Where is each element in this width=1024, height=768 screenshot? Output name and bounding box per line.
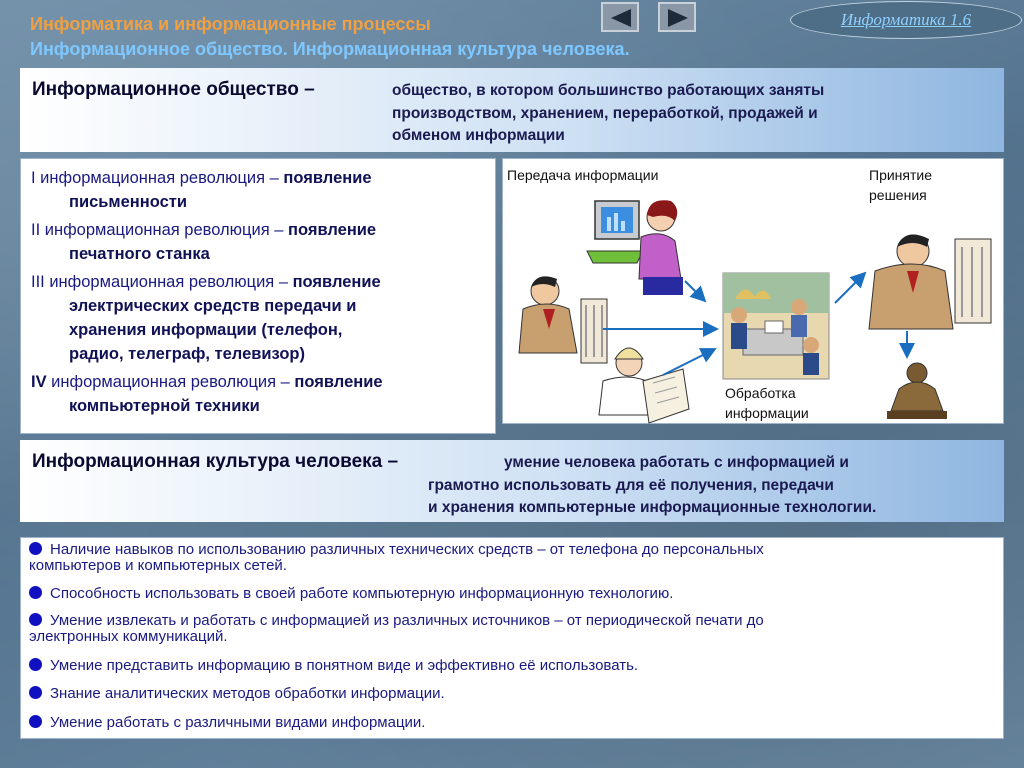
list-item [29, 658, 989, 674]
list-item [29, 715, 989, 731]
info-society-line3: обменом информации [392, 127, 565, 144]
revolution-label: I информационная революция – [31, 169, 284, 187]
prev-slide-button[interactable] [601, 2, 639, 32]
revolution-3 [31, 270, 491, 366]
arrow-icon [663, 349, 715, 375]
revolution-emphasis: появление [283, 169, 372, 187]
computer-operator-icon [587, 200, 683, 295]
processing-label-line2: информации [725, 405, 809, 421]
engineer-with-blueprint-icon [599, 348, 689, 423]
list-item [29, 586, 989, 602]
arrow-left-icon [607, 7, 635, 29]
revolution-label: III информационная революция – [31, 273, 293, 291]
revolution-number: IV [31, 373, 47, 391]
bullet-icon [29, 715, 42, 728]
revolution-label: II информационная революция – [31, 221, 288, 239]
revolution-detail: компьютерной техники [69, 397, 260, 415]
info-society-line2: производством, хранением, переработкой, продажей и [392, 105, 818, 122]
list-item-text: электронных коммуникаций. [29, 628, 228, 645]
info-culture-definition [20, 440, 1004, 522]
revolutions-panel [20, 158, 496, 434]
info-society-term: Информационное общество – [32, 79, 315, 100]
next-slide-button[interactable] [658, 2, 696, 32]
scheme-graphics [503, 159, 1005, 425]
section-badge-label[interactable]: Информатика 1.6 [840, 10, 972, 29]
bullet-icon [29, 613, 42, 626]
bullet-icon [29, 542, 42, 555]
arrow-right-icon [664, 7, 692, 29]
revolution-emphasis: появление [294, 373, 383, 391]
list-item [29, 686, 989, 702]
arrow-icon [835, 273, 865, 303]
section-badge[interactable] [790, 1, 1022, 39]
list-item-text: Наличие навыков по использованию различных технических средств – от телефона до персональных [50, 541, 764, 558]
revolution-emphasis: появление [288, 221, 377, 239]
list-item-text: Умение представить информацию в понятном виде и эффективно её использовать. [50, 657, 639, 674]
slide-title: Информатика и информационные процессы [30, 14, 431, 34]
information-process-scheme [502, 158, 1004, 424]
bullet-icon [29, 586, 42, 599]
info-culture-line1: умение человека работать с информацией и [504, 454, 849, 471]
list-item [29, 542, 989, 574]
processing-label-line1: Обработка [725, 385, 796, 401]
info-society-definition [20, 68, 1004, 152]
info-society-line1: общество, в котором большинство работающих заняты [392, 82, 825, 99]
revolution-1 [31, 166, 491, 214]
list-item-text: Способность использовать в своей работе компьютерную информационную технологию. [50, 585, 674, 602]
revolution-emphasis: появление [292, 273, 381, 291]
decision-maker-icon [869, 235, 991, 330]
revolution-detail: радио, телеграф, телевизор) [69, 345, 305, 363]
bullet-icon [29, 686, 42, 699]
info-culture-line2: грамотно использовать для её получения, передачи [428, 477, 834, 494]
skills-list [20, 537, 1004, 739]
decision-label-line2: решения [869, 187, 927, 203]
decision-label-line1: Принятие [869, 167, 932, 183]
revolution-2 [31, 218, 491, 266]
transfer-label: Передача информации [507, 167, 659, 183]
revolution-4 [31, 370, 491, 418]
list-item-text: Знание аналитических методов обработки информации. [50, 685, 445, 702]
list-item-text: компьютеров и компьютерных сетей. [29, 557, 287, 574]
info-culture-term: Информационная культура человека – [32, 451, 399, 472]
revolution-detail: электрических средств передачи и [69, 297, 357, 315]
meeting-picture-icon [723, 273, 829, 379]
man-at-computer-icon [519, 276, 607, 363]
bullet-icon [29, 658, 42, 671]
list-item-text: Умение работать с различными видами информации. [50, 714, 426, 731]
buddha-statue-icon [887, 363, 947, 419]
revolution-label: информационная революция – [46, 373, 295, 391]
list-item [29, 613, 989, 645]
slide-subtitle: Информационное общество. Информационная культура человека. [30, 39, 630, 59]
revolution-detail: печатного станка [69, 245, 210, 263]
revolution-detail: письменности [69, 193, 188, 211]
info-culture-line3: и хранения компьютерные информационные технологии. [428, 499, 877, 516]
revolution-detail: хранения информации (телефон, [69, 321, 343, 339]
arrow-icon [685, 281, 705, 301]
list-item-text: Умение извлекать и работать с информацией из различных источников – от периодической печати до [50, 612, 764, 629]
